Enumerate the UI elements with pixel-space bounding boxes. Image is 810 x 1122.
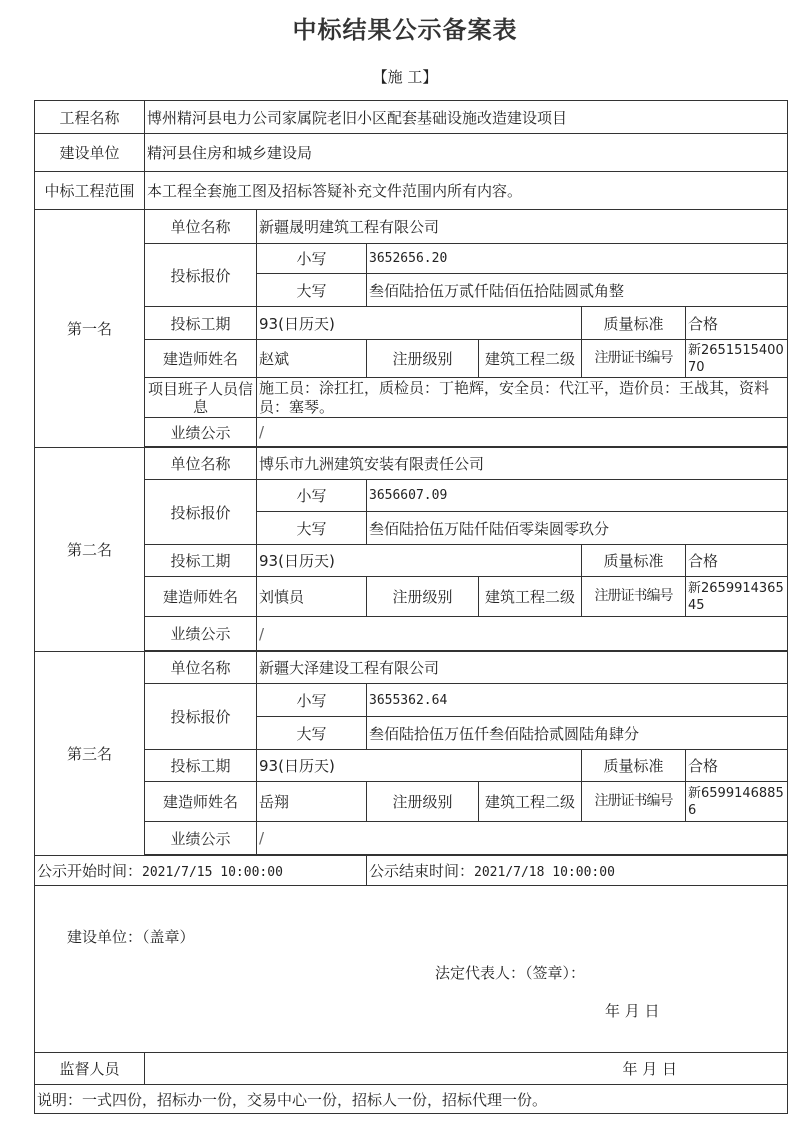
team-label: 项目班子人员信息 [145, 378, 257, 418]
bidder-3-performance-row [35, 822, 788, 855]
scope-label: 中标工程范围 [35, 172, 145, 210]
supervisor-date: 年 月 日 [145, 1053, 788, 1085]
builder-label: 建造师姓名 [145, 577, 257, 617]
bidder-2-unit-row [35, 448, 788, 480]
performance-label: 业绩公示 [145, 418, 257, 447]
upper-label: 大写 [257, 512, 367, 545]
bidder-unit: 新疆晟明建筑工程有限公司 [257, 210, 788, 244]
quality-value: 合格 [686, 545, 788, 577]
reg-level-value: 建筑工程二级 [479, 782, 582, 822]
performance-value: / [257, 617, 788, 651]
publicity-end [367, 856, 788, 886]
bidder-1-builder-row [35, 340, 788, 378]
builder-label: 建造师姓名 [145, 340, 257, 378]
project-name-value: 博州精河县电力公司家属院老旧小区配套基础设施改造建设项目 [145, 101, 788, 134]
bidder-3-builder-row [35, 782, 788, 822]
price-upper: 叁佰陆拾伍万伍仟叁佰陆拾贰圆陆角肆分 [367, 717, 788, 750]
quality-label: 质量标准 [582, 545, 686, 577]
bidder-rank: 第一名 [35, 210, 145, 448]
bidder-unit: 新疆大泽建设工程有限公司 [257, 652, 788, 684]
note-row [35, 1085, 788, 1114]
quality-label: 质量标准 [582, 750, 686, 782]
builder-label: 建造师姓名 [145, 782, 257, 822]
reg-level-label: 注册级别 [367, 340, 479, 378]
publicity-row [35, 856, 788, 886]
scope-row [35, 172, 788, 210]
lower-label: 小写 [257, 684, 367, 717]
period-value: 93(日历天) [257, 545, 582, 577]
performance-value: / [257, 822, 788, 855]
project-name-label: 工程名称 [35, 101, 145, 134]
scope-value: 本工程全套施工图及招标答疑补充文件范围内所有内容。 [145, 172, 788, 210]
bid-price-label: 投标报价 [145, 244, 257, 307]
owner-value: 精河县住房和城乡建设局 [145, 134, 788, 172]
period-value: 93(日历天) [257, 307, 582, 340]
quality-value: 合格 [686, 307, 788, 340]
builder-name: 岳翔 [257, 782, 367, 822]
bidder-rank: 第二名 [35, 448, 145, 652]
quality-label: 质量标准 [582, 307, 686, 340]
signature-area [35, 886, 788, 1053]
sign-date: 年 月 日 [605, 1002, 660, 1020]
period-label: 投标工期 [145, 545, 257, 577]
page-subtitle: 【施 工】 [372, 68, 438, 86]
publicity-start-label: 公示开始时间： [37, 862, 143, 880]
price-lower: 3652656.20 [367, 244, 788, 274]
note: 说明：一式四份，招标办一份，交易中心一份，招标人一份，招标代理一份。 [35, 1085, 788, 1114]
bidder-3-price-lower-row [35, 684, 788, 717]
reg-level-label: 注册级别 [367, 577, 479, 617]
builder-name: 赵斌 [257, 340, 367, 378]
cert-no-value: 新265151540070 [686, 340, 788, 378]
team-value: 施工员：涂扛扛，质检员：丁艳辉，安全员：代江平，造价员：王战其，资料员：塞琴。 [257, 378, 788, 418]
upper-label: 大写 [257, 274, 367, 307]
performance-label: 业绩公示 [145, 822, 257, 855]
bidder-1-unit-row [35, 210, 788, 244]
cert-no-label: 注册证书编号 [582, 782, 686, 822]
bidder-2-builder-row [35, 577, 788, 617]
period-label: 投标工期 [145, 307, 257, 340]
page-title: 中标结果公示备案表 [292, 15, 518, 44]
bidder-2-period-row [35, 545, 788, 577]
performance-value: / [257, 418, 788, 447]
bidder-3-period-row [35, 750, 788, 782]
price-lower: 3656607.09 [367, 480, 788, 512]
price-lower: 3655362.64 [367, 684, 788, 717]
supervisor-label: 监督人员 [35, 1053, 145, 1085]
bidder-unit: 博乐市九洲建筑安装有限责任公司 [257, 448, 788, 480]
bidder-1-period-row [35, 307, 788, 340]
lower-label: 小写 [257, 480, 367, 512]
bidder-3-unit-row [35, 652, 788, 684]
owner-row [35, 134, 788, 172]
bidder-1-performance-row [35, 418, 788, 447]
publicity-start [35, 856, 367, 886]
bidder-2-price-lower-row [35, 480, 788, 512]
bidder-1-price-lower-row [35, 244, 788, 274]
bidder-2-performance-row [35, 617, 788, 651]
publicity-end-time: 2021/7/18 10:00:00 [474, 865, 615, 880]
price-upper: 叁佰陆拾伍万陆仟陆佰零柒圆零玖分 [367, 512, 788, 545]
upper-label: 大写 [257, 717, 367, 750]
owner-seal-label: 建设单位：（盖章） [67, 928, 195, 946]
unit-name-label: 单位名称 [145, 652, 257, 684]
bid-price-label: 投标报价 [145, 684, 257, 750]
reg-level-value: 建筑工程二级 [479, 340, 582, 378]
reg-level-value: 建筑工程二级 [479, 577, 582, 617]
reg-level-label: 注册级别 [367, 782, 479, 822]
builder-name: 刘慎员 [257, 577, 367, 617]
performance-label: 业绩公示 [145, 617, 257, 651]
signature-row [35, 886, 788, 1053]
bidder-rank: 第三名 [35, 652, 145, 856]
bidder-1-team-row [35, 378, 788, 418]
unit-name-label: 单位名称 [145, 210, 257, 244]
price-upper: 叁佰陆拾伍万贰仟陆佰伍拾陆圆贰角整 [367, 274, 788, 307]
legal-rep-label: 法定代表人：（签章）： [435, 964, 586, 982]
period-label: 投标工期 [145, 750, 257, 782]
cert-no-value: 新265991436545 [686, 577, 788, 617]
unit-name-label: 单位名称 [145, 448, 257, 480]
owner-label: 建设单位 [35, 134, 145, 172]
publicity-start-time: 2021/7/15 10:00:00 [142, 865, 283, 880]
project-name-row [35, 101, 788, 134]
period-value: 93(日历天) [257, 750, 582, 782]
publicity-end-label: 公示结束时间： [369, 862, 475, 880]
lower-label: 小写 [257, 244, 367, 274]
supervisor-row [35, 1053, 788, 1085]
bid-price-label: 投标报价 [145, 480, 257, 545]
cert-no-label: 注册证书编号 [582, 577, 686, 617]
quality-value: 合格 [686, 750, 788, 782]
cert-no-value: 新65991468856 [686, 782, 788, 822]
bid-result-table [34, 100, 788, 1114]
cert-no-label: 注册证书编号 [582, 340, 686, 378]
